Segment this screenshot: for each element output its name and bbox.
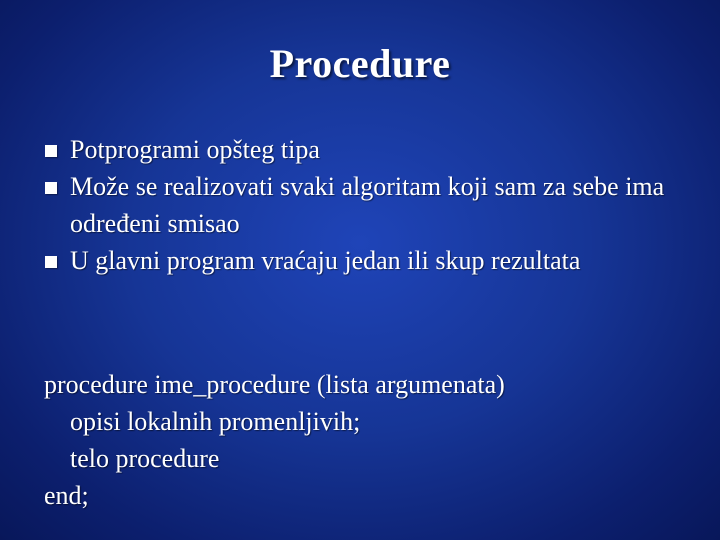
bullet-item — [44, 168, 684, 242]
bullet-item — [44, 242, 684, 279]
bullet-text: Potprogrami opšteg tipa — [70, 135, 320, 164]
code-line: procedure ime_procedure (lista argumenata) — [44, 370, 505, 399]
code-line: end; — [44, 481, 89, 510]
square-bullet-icon — [45, 182, 57, 194]
square-bullet-icon — [45, 256, 57, 268]
bullet-text: U glavni program vraćaju jedan ili skup rezultata — [70, 246, 581, 275]
bullet-item — [44, 131, 684, 168]
bullet-text: Može se realizovati svaki algoritam koji sam za sebe ima određeni smisao — [70, 172, 665, 238]
bullet-list — [44, 131, 684, 279]
code-line: telo procedure — [70, 444, 220, 473]
procedure-syntax-block — [44, 366, 684, 514]
code-line: opisi lokalnih promenljivih; — [70, 407, 361, 436]
slide-title: Procedure — [269, 41, 451, 86]
square-bullet-icon — [45, 145, 57, 157]
